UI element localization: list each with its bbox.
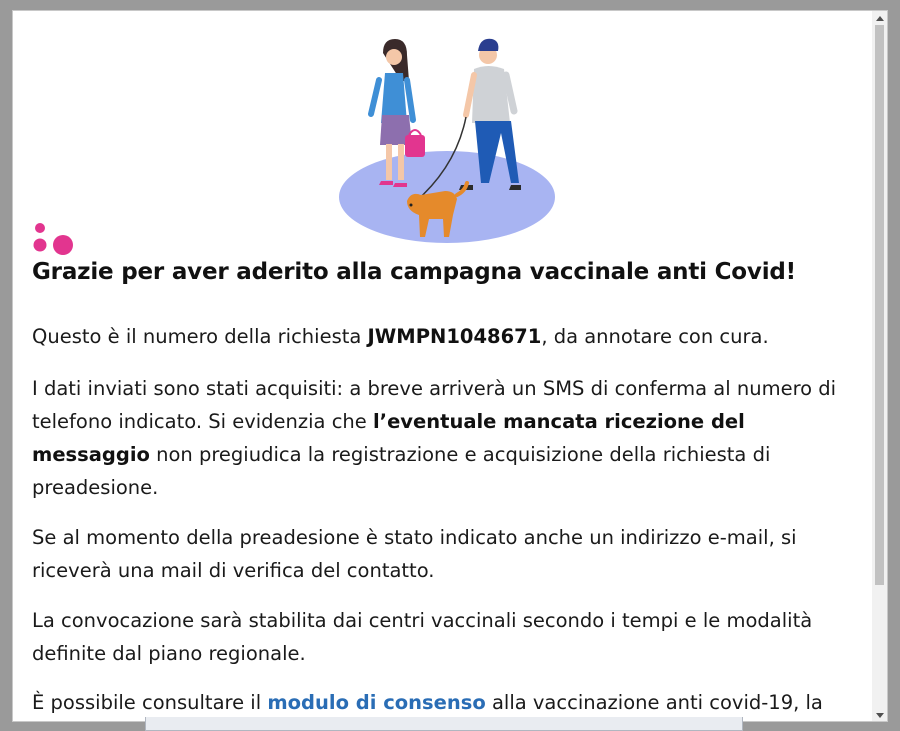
p2-before: I dati inviati sono stati acquisiti: a breve arriverà un SMS di conferma al numero di telefono indicato. Si evidenzia che <box>32 377 837 433</box>
p1-after: , da annotare con cura. <box>541 325 769 348</box>
consent-paragraph <box>32 686 842 719</box>
confirmation-dialog <box>12 10 888 722</box>
vertical-scrollbar[interactable] <box>872 11 887 722</box>
p1-before: Questo è il numero della richiesta <box>32 325 368 348</box>
request-number-paragraph <box>32 320 842 353</box>
arrow-up-icon[interactable] <box>872 11 887 25</box>
dialog-heading: Grazie per aver aderito alla campagna vaccinale anti Covid! <box>32 259 796 285</box>
p2-after: non pregiudica la registrazione e acquisizione della richiesta di preadesione. <box>32 443 771 499</box>
p5-after: alla vaccinazione anti covid-19, la <box>485 691 823 714</box>
arrow-down-icon[interactable] <box>872 709 887 722</box>
request-number: JWMPN1048671 <box>367 325 542 348</box>
sms-info-paragraph <box>32 372 842 504</box>
email-info-paragraph: Se al momento della preadesione è stato indicato anche un indirizzo e-mail, si riceverà una mail di verifica del contatto. <box>32 526 797 582</box>
dialog-content <box>13 11 873 722</box>
convocation-paragraph: La convocazione sarà stabilita dai centri vaccinali secondo i tempi e le modalità definite dal piano regionale. <box>32 609 813 665</box>
consent-form-link[interactable]: modulo di consenso <box>267 691 486 714</box>
scrollbar-thumb[interactable] <box>875 25 884 585</box>
two-dots-logo-icon <box>33 221 77 255</box>
background-button-edge <box>145 717 743 731</box>
p5-before: È possibile consultare il <box>32 691 268 714</box>
people-walking-dog-illustration <box>331 25 561 245</box>
p2-bold: l’eventuale mancata ricezione del messaggio <box>32 410 745 466</box>
